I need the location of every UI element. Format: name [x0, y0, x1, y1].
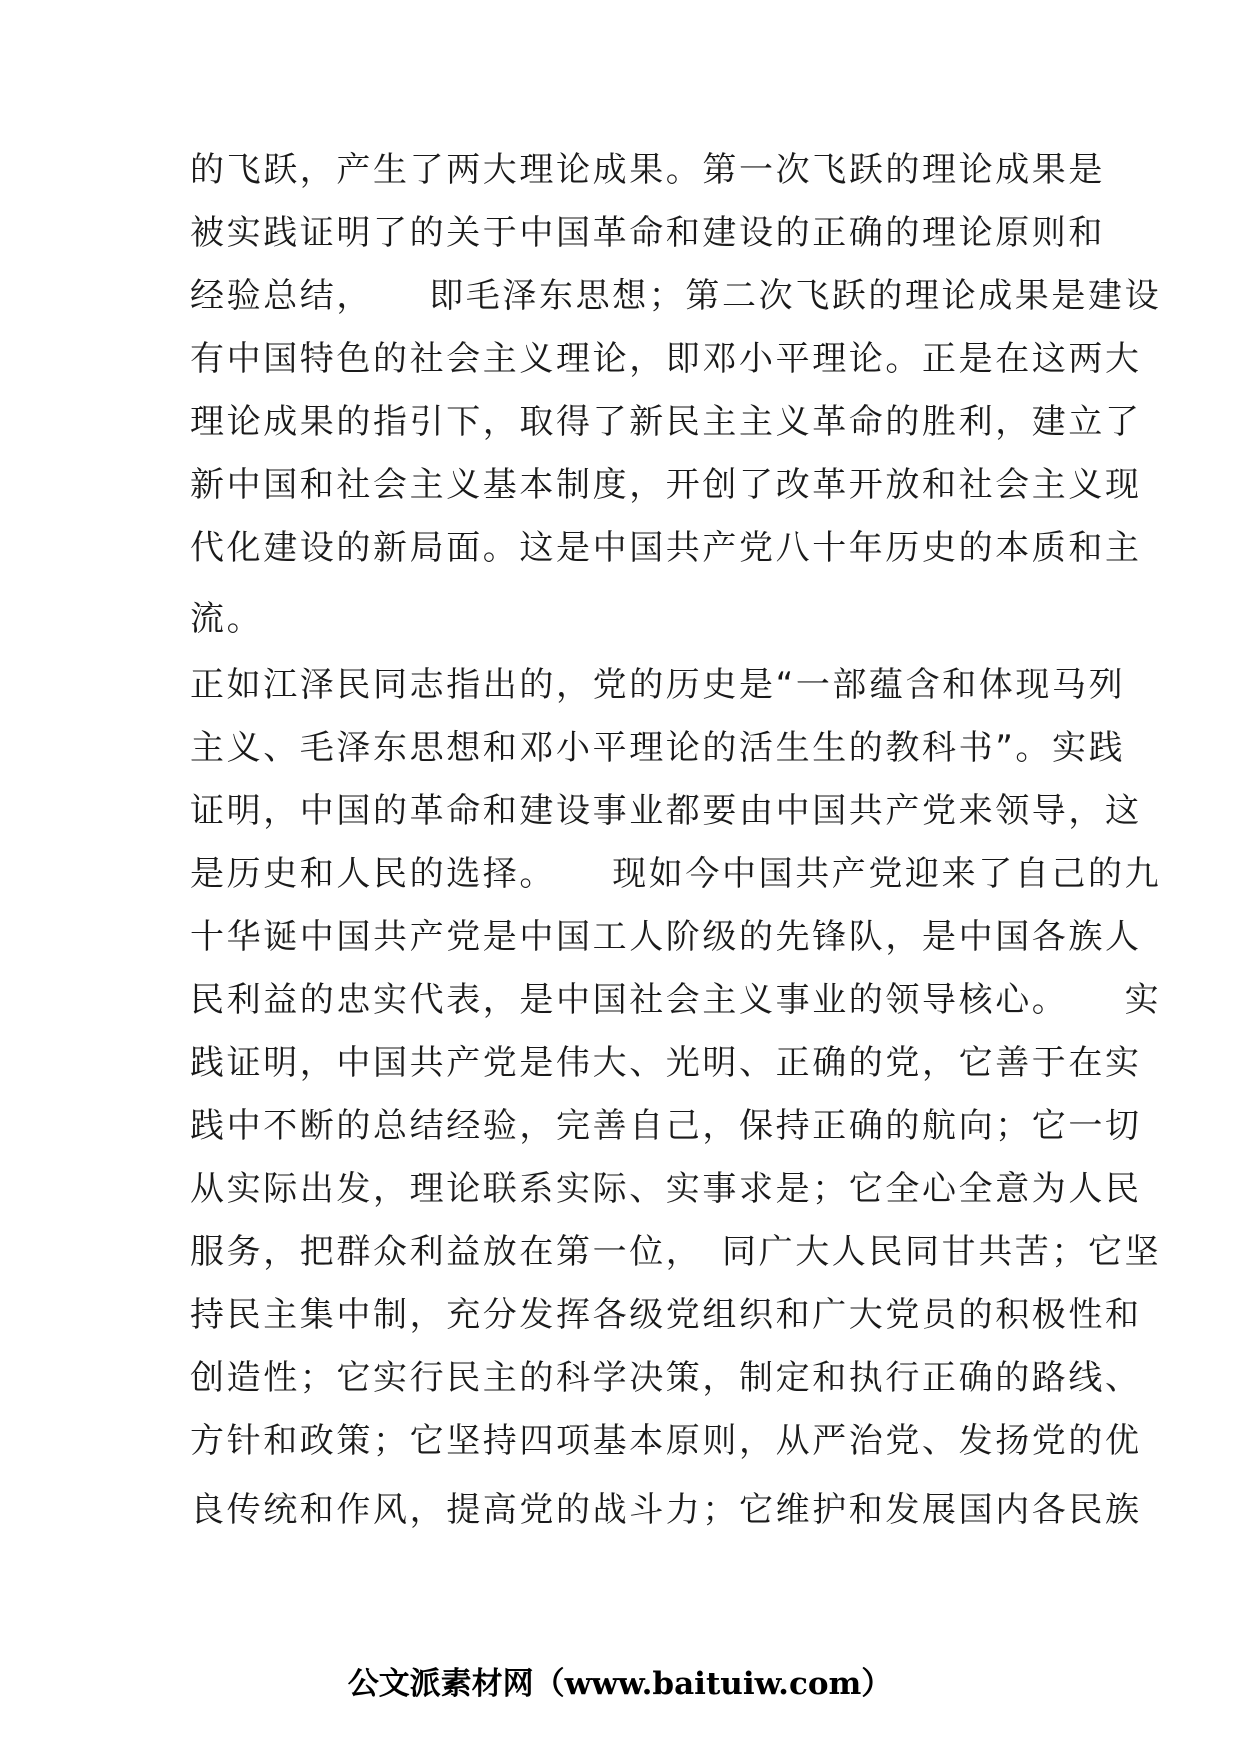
text-line-15: 践证明，中国共产党是伟大、光明、正确的党，它善于在实 — [190, 1043, 1142, 1083]
text-line-3: 经验总结， 即毛泽东思想；第二次飞跃的理论成果是建设 — [190, 276, 1162, 316]
text-line-6: 新中国和社会主义基本制度，开创了改革开放和社会主义现 — [190, 465, 1142, 505]
text-line-11: 证明，中国的革命和建设事业都要由中国共产党来领导，这 — [190, 791, 1142, 831]
text-line-7: 代化建设的新局面。这是中国共产党八十年历史的本质和主 — [190, 528, 1142, 568]
text-line-21: 方针和政策；它坚持四项基本原则，从严治党、发扬党的优 — [190, 1421, 1142, 1461]
text-line-16: 践中不断的总结经验，完善自己，保持正确的航向；它一切 — [190, 1106, 1142, 1146]
text-line-4: 有中国特色的社会主义理论，即邓小平理论。正是在这两大 — [190, 339, 1142, 379]
text-line-19: 持民主集中制，充分发挥各级党组织和广大党员的积极性和 — [190, 1295, 1142, 1335]
text-line-22: 良传统和作风，提高党的战斗力；它维护和发展国内各民族 — [190, 1490, 1142, 1530]
text-line-1: 的飞跃，产生了两大理论成果。第一次飞跃的理论成果是 — [190, 150, 1105, 190]
footer-source: 公文派素材网（www.baituiw.com） — [347, 1666, 893, 1702]
text-line-13: 十华诞中国共产党是中国工人阶级的先锋队，是中国各族人 — [190, 917, 1142, 957]
text-line-17: 从实际出发，理论联系实际、实事求是；它全心全意为人民 — [190, 1169, 1142, 1209]
text-line-20: 创造性；它实行民主的科学决策，制定和执行正确的路线、 — [190, 1358, 1142, 1398]
text-line-10: 主义、毛泽东思想和邓小平理论的活生生的教科书”。实践 — [190, 728, 1126, 768]
text-line-14: 民利益的忠实代表，是中国社会主义事业的领导核心。 实 — [190, 980, 1162, 1020]
text-line-18: 服务，把群众利益放在第一位， 同广大人民同甘共苦；它坚 — [190, 1232, 1162, 1272]
text-line-2: 被实践证明了的关于中国革命和建设的正确的理论原则和 — [190, 213, 1105, 253]
text-line-9: 正如江泽民同志指出的，党的历史是“一部蕴含和体现马列 — [190, 665, 1126, 705]
text-line-12: 是历史和人民的选择。 现如今中国共产党迎来了自己的九 — [190, 854, 1162, 894]
text-line-8: 流。 — [190, 599, 264, 639]
text-line-5: 理论成果的指引下，取得了新民主主义革命的胜利，建立了 — [190, 402, 1142, 442]
